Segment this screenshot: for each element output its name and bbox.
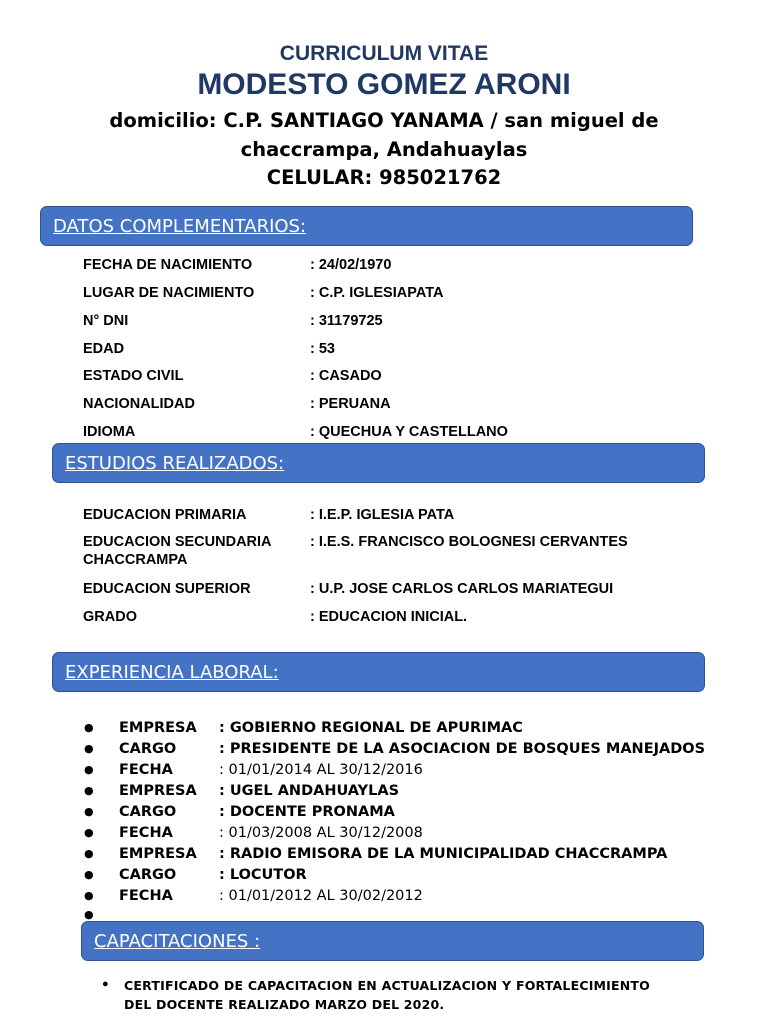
datos-value: : 53	[310, 341, 335, 357]
bullet: ●	[84, 721, 94, 734]
capacitacion-item: CERTIFICADO DE CAPACITACION EN ACTUALIZACION Y FORTALECIMIENTO DEL DOCENTE REALIZADO MARZO DEL 2020.	[124, 978, 650, 1012]
section-header-capacitaciones	[81, 921, 704, 961]
experiencia-label: CARGO	[119, 804, 177, 820]
experiencia-value: : LOCUTOR	[219, 867, 307, 883]
estudios-label: EDUCACION SUPERIOR	[83, 581, 251, 597]
bullet: ●	[84, 763, 94, 776]
address-line-1: domicilio: C.P. SANTIAGO YANAMA / san miguel de	[109, 109, 659, 132]
experiencia-value: : 01/01/2012 AL 30/02/2012	[219, 888, 423, 904]
experiencia-label: EMPRESA	[119, 720, 197, 736]
experiencia-value: : 01/03/2008 AL 30/12/2008	[219, 825, 423, 841]
experiencia-value: : 01/01/2014 AL 30/12/2016	[219, 762, 423, 778]
experiencia-value: : GOBIERNO REGIONAL DE APURIMAC	[219, 720, 523, 736]
phone-number: CELULAR: 985021762	[266, 166, 502, 189]
datos-value: : 31179725	[310, 313, 383, 329]
datos-value: : CASADO	[310, 368, 382, 384]
bullet: ●	[84, 826, 94, 839]
estudios-value: : U.P. JOSE CARLOS CARLOS MARIATEGUI	[310, 581, 614, 597]
experiencia-label: EMPRESA	[119, 846, 197, 862]
section-header-estudios	[52, 443, 705, 483]
bullet: ●	[84, 908, 94, 921]
datos-label: LUGAR DE NACIMIENTO	[83, 285, 255, 301]
section-title-experiencia: EXPERIENCIA LABORAL:	[65, 661, 279, 683]
estudios-label: EDUCACION PRIMARIA	[83, 507, 247, 523]
section-title-datos: DATOS COMPLEMENTARIOS:	[53, 215, 307, 237]
section-header-datos	[40, 206, 693, 246]
estudios-label: GRADO	[83, 609, 137, 625]
datos-label: EDAD	[83, 341, 125, 357]
experiencia-label: FECHA	[119, 762, 173, 778]
experiencia-value: : UGEL ANDAHUAYLAS	[219, 783, 400, 799]
datos-label: NACIONALIDAD	[83, 396, 195, 412]
experiencia-label: CARGO	[119, 741, 177, 757]
datos-value: : C.P. IGLESIAPATA	[310, 285, 444, 301]
estudios-label-continued: CHACCRAMPA	[83, 552, 188, 568]
estudios-value: : I.E.S. FRANCISCO BOLOGNESI CERVANTES	[310, 534, 628, 550]
datos-label: N° DNI	[83, 313, 129, 329]
estudios-value: : I.E.P. IGLESIA PATA	[310, 507, 455, 523]
bullet: ●	[84, 805, 94, 818]
person-name: MODESTO GOMEZ ARONI	[197, 68, 571, 101]
experiencia-value: : PRESIDENTE DE LA ASOCIACION DE BOSQUES MANEJADOS	[219, 741, 706, 757]
datos-label: ESTADO CIVIL	[83, 368, 184, 384]
bullet: ●	[84, 742, 94, 755]
bullet: ●	[84, 847, 94, 860]
bullet: ●	[102, 978, 109, 990]
datos-value: : 24/02/1970	[310, 257, 392, 273]
datos-value: : QUECHUA Y CASTELLANO	[310, 424, 508, 440]
experiencia-label: EMPRESA	[119, 783, 197, 799]
experiencia-value: : RADIO EMISORA DE LA MUNICIPALIDAD CHACCRAMPA	[219, 846, 668, 862]
estudios-label: EDUCACION SECUNDARIA	[83, 534, 272, 550]
experiencia-label: CARGO	[119, 867, 177, 883]
cv-label: CURRICULUM VITAE	[279, 42, 489, 65]
estudios-value: : EDUCACION INICIAL.	[310, 609, 468, 625]
experiencia-label: FECHA	[119, 825, 173, 841]
section-title-capacitaciones: CAPACITACIONES :	[94, 930, 261, 952]
bullet: ●	[84, 868, 94, 881]
experiencia-value: : DOCENTE PRONAMA	[219, 804, 395, 820]
section-title-estudios: ESTUDIOS REALIZADOS:	[65, 452, 285, 474]
experiencia-label: FECHA	[119, 888, 173, 904]
address-line-2: chaccrampa, Andahuaylas	[240, 138, 528, 161]
datos-label: FECHA DE NACIMIENTO	[83, 257, 253, 273]
bullet: ●	[84, 889, 94, 902]
datos-label: IDIOMA	[83, 424, 136, 440]
bullet: ●	[84, 784, 94, 797]
section-header-experiencia	[52, 652, 705, 692]
datos-value: : PERUANA	[310, 396, 391, 412]
